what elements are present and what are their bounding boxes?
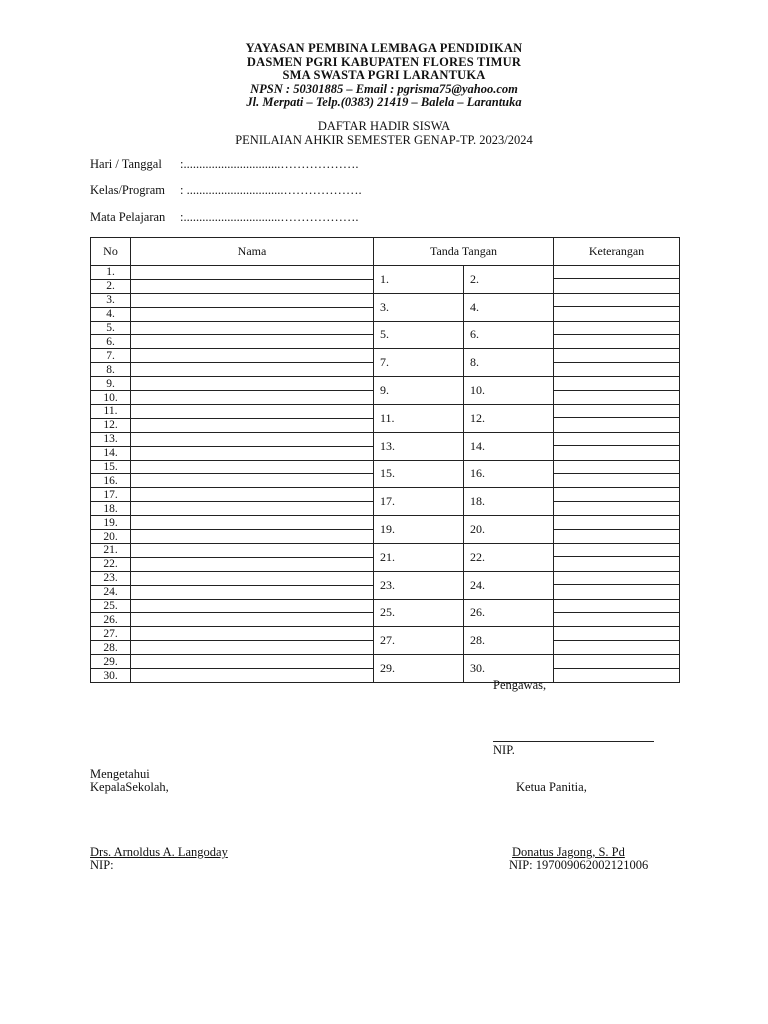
keterangan-line (554, 363, 679, 375)
keterangan-line (554, 307, 679, 319)
signature-cell[interactable]: 28. (464, 627, 554, 655)
field-value: :...............................………………. (180, 157, 359, 171)
address: Jl. Merpati – Telp.(0383) 21419 – Balela – Larantuka (246, 95, 522, 109)
nama-cell[interactable] (131, 543, 374, 557)
nama-cell[interactable] (131, 516, 374, 530)
keterangan-lines (554, 572, 679, 599)
table-row (91, 377, 680, 391)
table-row (91, 321, 680, 335)
keterangan-line (554, 294, 679, 307)
signature-cell[interactable]: 1. (374, 266, 464, 294)
nama-cell[interactable] (131, 404, 374, 418)
keterangan-lines (554, 349, 679, 376)
nama-cell[interactable] (131, 460, 374, 474)
nama-cell[interactable] (131, 432, 374, 446)
signature-cell[interactable]: 10. (464, 377, 554, 405)
signature-cell[interactable]: 9. (374, 377, 464, 405)
row-number: 8. (91, 363, 131, 377)
keterangan-line (554, 600, 679, 613)
keterangan-lines (554, 266, 679, 293)
nama-cell[interactable] (131, 655, 374, 669)
row-number: 7. (91, 349, 131, 363)
row-number: 19. (91, 516, 131, 530)
keterangan-line (554, 335, 679, 347)
row-number: 18. (91, 502, 131, 516)
keterangan-cell[interactable] (554, 599, 680, 627)
keterangan-cell[interactable] (554, 488, 680, 516)
document-title (0, 120, 768, 147)
keterangan-line (554, 669, 679, 681)
keterangan-line (554, 530, 679, 542)
row-number: 12. (91, 418, 131, 432)
keterangan-line (554, 655, 679, 668)
row-number: 21. (91, 543, 131, 557)
table-row (91, 266, 680, 280)
nama-cell[interactable] (131, 349, 374, 363)
keterangan-line (554, 572, 679, 585)
signature-cell[interactable]: 20. (464, 516, 554, 544)
nama-cell[interactable] (131, 474, 374, 488)
row-number: 25. (91, 599, 131, 613)
kepala-sekolah-nip: NIP: (90, 858, 114, 872)
header-keterangan: Keterangan (554, 238, 680, 266)
nama-cell[interactable] (131, 279, 374, 293)
table-row (91, 655, 680, 669)
row-number: 28. (91, 641, 131, 655)
nama-cell[interactable] (131, 377, 374, 391)
signature-cell[interactable]: 8. (464, 349, 554, 377)
keterangan-line (554, 641, 679, 653)
signature-cell[interactable]: 11. (374, 404, 464, 432)
row-number: 24. (91, 585, 131, 599)
kepala-sekolah-name: Drs. Arnoldus A. Langoday (90, 845, 228, 859)
table-row (91, 627, 680, 641)
keterangan-cell[interactable] (554, 293, 680, 321)
row-number: 10. (91, 391, 131, 405)
nama-cell[interactable] (131, 266, 374, 280)
row-number: 11. (91, 404, 131, 418)
signature-cell[interactable]: 16. (464, 460, 554, 488)
table-row (91, 543, 680, 557)
keterangan-line (554, 446, 679, 458)
signature-cell[interactable]: 21. (374, 543, 464, 571)
field-label: Hari / Tanggal (90, 157, 162, 171)
title-main: DAFTAR HADIR SISWA (317, 119, 451, 133)
table-header-row (91, 238, 680, 266)
keterangan-lines (554, 405, 679, 432)
school-name: SMA SWASTA PGRI LARANTUKA (282, 68, 486, 82)
row-number: 20. (91, 530, 131, 544)
table-row (91, 432, 680, 446)
keterangan-lines (554, 600, 679, 627)
keterangan-line (554, 544, 679, 557)
row-number: 29. (91, 655, 131, 669)
keterangan-line (554, 516, 679, 529)
signature-cell[interactable]: 23. (374, 571, 464, 599)
nama-cell[interactable] (131, 599, 374, 613)
nama-cell[interactable] (131, 321, 374, 335)
keterangan-line (554, 502, 679, 514)
ketua-panitia-nip: NIP: 197009062002121006 (509, 858, 649, 872)
row-number: 1. (91, 266, 131, 280)
table-row (91, 571, 680, 585)
signature-cell[interactable]: 2. (464, 266, 554, 294)
signature-cell[interactable]: 17. (374, 488, 464, 516)
table-row (91, 599, 680, 613)
signature-cell[interactable]: 19. (374, 516, 464, 544)
keterangan-line (554, 418, 679, 430)
keterangan-lines (554, 516, 679, 543)
row-number: 23. (91, 571, 131, 585)
row-number: 16. (91, 474, 131, 488)
signature-cell[interactable]: 29. (374, 655, 464, 683)
nama-cell[interactable] (131, 488, 374, 502)
row-number: 3. (91, 293, 131, 307)
signature-cell[interactable]: 22. (464, 543, 554, 571)
signature-cell[interactable]: 24. (464, 571, 554, 599)
table-row (91, 404, 680, 418)
table-row (91, 460, 680, 474)
nama-cell[interactable] (131, 418, 374, 432)
row-number: 2. (91, 279, 131, 293)
row-number: 9. (91, 377, 131, 391)
field-label: Mata Pelajaran (90, 210, 166, 224)
foundation-name: YAYASAN PEMBINA LEMBAGA PENDIDIKAN (245, 41, 523, 55)
keterangan-line (554, 349, 679, 362)
keterangan-cell[interactable] (554, 321, 680, 349)
signature-cell[interactable]: 30. (464, 655, 554, 683)
keterangan-lines (554, 488, 679, 515)
keterangan-cell[interactable] (554, 432, 680, 460)
nama-cell[interactable] (131, 530, 374, 544)
header-tanda-tangan: Tanda Tangan (374, 238, 554, 266)
signature-cell[interactable]: 3. (374, 293, 464, 321)
table-row (91, 516, 680, 530)
organization-name: DASMEN PGRI KABUPATEN FLORES TIMUR (246, 54, 522, 69)
pengawas-signature-line (493, 741, 654, 742)
row-number: 5. (91, 321, 131, 335)
signature-cell[interactable]: 13. (374, 432, 464, 460)
keterangan-cell[interactable] (554, 377, 680, 405)
signature-cell[interactable]: 6. (464, 321, 554, 349)
nama-cell[interactable] (131, 627, 374, 641)
keterangan-cell[interactable] (554, 349, 680, 377)
npsn-email: NPSN : 50301885 – Email : pgrisma75@yahoo.com (250, 81, 518, 96)
signature-cell[interactable]: 4. (464, 293, 554, 321)
title-sub: PENILAIAN AHKIR SEMESTER GENAP-TP. 2023/2024 (235, 132, 533, 147)
keterangan-lines (554, 294, 679, 321)
field-kelas-program (90, 183, 362, 198)
keterangan-cell[interactable] (554, 266, 680, 294)
keterangan-line (554, 322, 679, 335)
row-number: 17. (91, 488, 131, 502)
nama-cell[interactable] (131, 571, 374, 585)
nama-cell[interactable] (131, 502, 374, 516)
signature-cell[interactable]: 7. (374, 349, 464, 377)
header-nama: Nama (131, 238, 374, 266)
keterangan-line (554, 279, 679, 291)
row-number: 13. (91, 432, 131, 446)
field-mata-pelajaran (90, 210, 358, 225)
keterangan-line (554, 585, 679, 597)
letterhead (0, 42, 768, 110)
row-number: 26. (91, 613, 131, 627)
row-number: 15. (91, 460, 131, 474)
keterangan-lines (554, 627, 679, 654)
table-row (91, 488, 680, 502)
keterangan-cell[interactable] (554, 516, 680, 544)
keterangan-line (554, 488, 679, 501)
keterangan-cell[interactable] (554, 404, 680, 432)
keterangan-lines (554, 461, 679, 488)
keterangan-line (554, 474, 679, 486)
header-no: No (91, 238, 131, 266)
nama-cell[interactable] (131, 446, 374, 460)
pengawas-label: Pengawas, (493, 678, 547, 692)
kepala-sekolah-label: KepalaSekolah, (90, 780, 169, 794)
keterangan-cell[interactable] (554, 460, 680, 488)
signature-cell[interactable]: 26. (464, 599, 554, 627)
table-row (91, 293, 680, 307)
table-body (91, 266, 680, 683)
ketua-panitia-label: Ketua Panitia, (516, 780, 587, 794)
keterangan-cell[interactable] (554, 627, 680, 655)
nama-cell[interactable] (131, 307, 374, 321)
keterangan-line (554, 391, 679, 403)
row-number: 4. (91, 307, 131, 321)
signature-cell[interactable]: 27. (374, 627, 464, 655)
field-value: :...............................………………. (180, 210, 359, 224)
signature-cell[interactable]: 15. (374, 460, 464, 488)
signature-cell[interactable]: 12. (464, 404, 554, 432)
nama-cell[interactable] (131, 585, 374, 599)
keterangan-line (554, 613, 679, 625)
keterangan-cell[interactable] (554, 655, 680, 683)
row-number: 30. (91, 669, 131, 683)
keterangan-cell[interactable] (554, 543, 680, 571)
keterangan-cell[interactable] (554, 571, 680, 599)
nama-cell[interactable] (131, 613, 374, 627)
field-hari-tanggal (90, 157, 358, 172)
keterangan-lines (554, 433, 679, 460)
keterangan-line (554, 377, 679, 390)
nama-cell[interactable] (131, 293, 374, 307)
keterangan-line (554, 557, 679, 569)
nama-cell[interactable] (131, 557, 374, 571)
attendance-table (90, 237, 680, 683)
row-number: 22. (91, 557, 131, 571)
row-number: 27. (91, 627, 131, 641)
nama-cell[interactable] (131, 335, 374, 349)
signature-cell[interactable]: 25. (374, 599, 464, 627)
signature-cell[interactable]: 14. (464, 432, 554, 460)
nama-cell[interactable] (131, 363, 374, 377)
signature-cell[interactable]: 5. (374, 321, 464, 349)
row-number: 6. (91, 335, 131, 349)
row-number: 14. (91, 446, 131, 460)
keterangan-line (554, 627, 679, 640)
keterangan-line (554, 266, 679, 279)
mengetahui-label: Mengetahui (90, 767, 150, 781)
keterangan-line (554, 433, 679, 446)
keterangan-line (554, 405, 679, 418)
keterangan-lines (554, 544, 679, 571)
field-value: : ...............................………………. (180, 183, 362, 197)
ketua-panitia-name: Donatus Jagong, S. Pd (512, 845, 625, 859)
nama-cell[interactable] (131, 669, 374, 683)
pengawas-nip: NIP. (493, 743, 515, 757)
keterangan-lines (554, 377, 679, 404)
keterangan-lines (554, 322, 679, 349)
signature-cell[interactable]: 18. (464, 488, 554, 516)
keterangan-line (554, 461, 679, 474)
table-row (91, 349, 680, 363)
field-label: Kelas/Program (90, 183, 165, 197)
nama-cell[interactable] (131, 391, 374, 405)
keterangan-lines (554, 655, 679, 682)
nama-cell[interactable] (131, 641, 374, 655)
